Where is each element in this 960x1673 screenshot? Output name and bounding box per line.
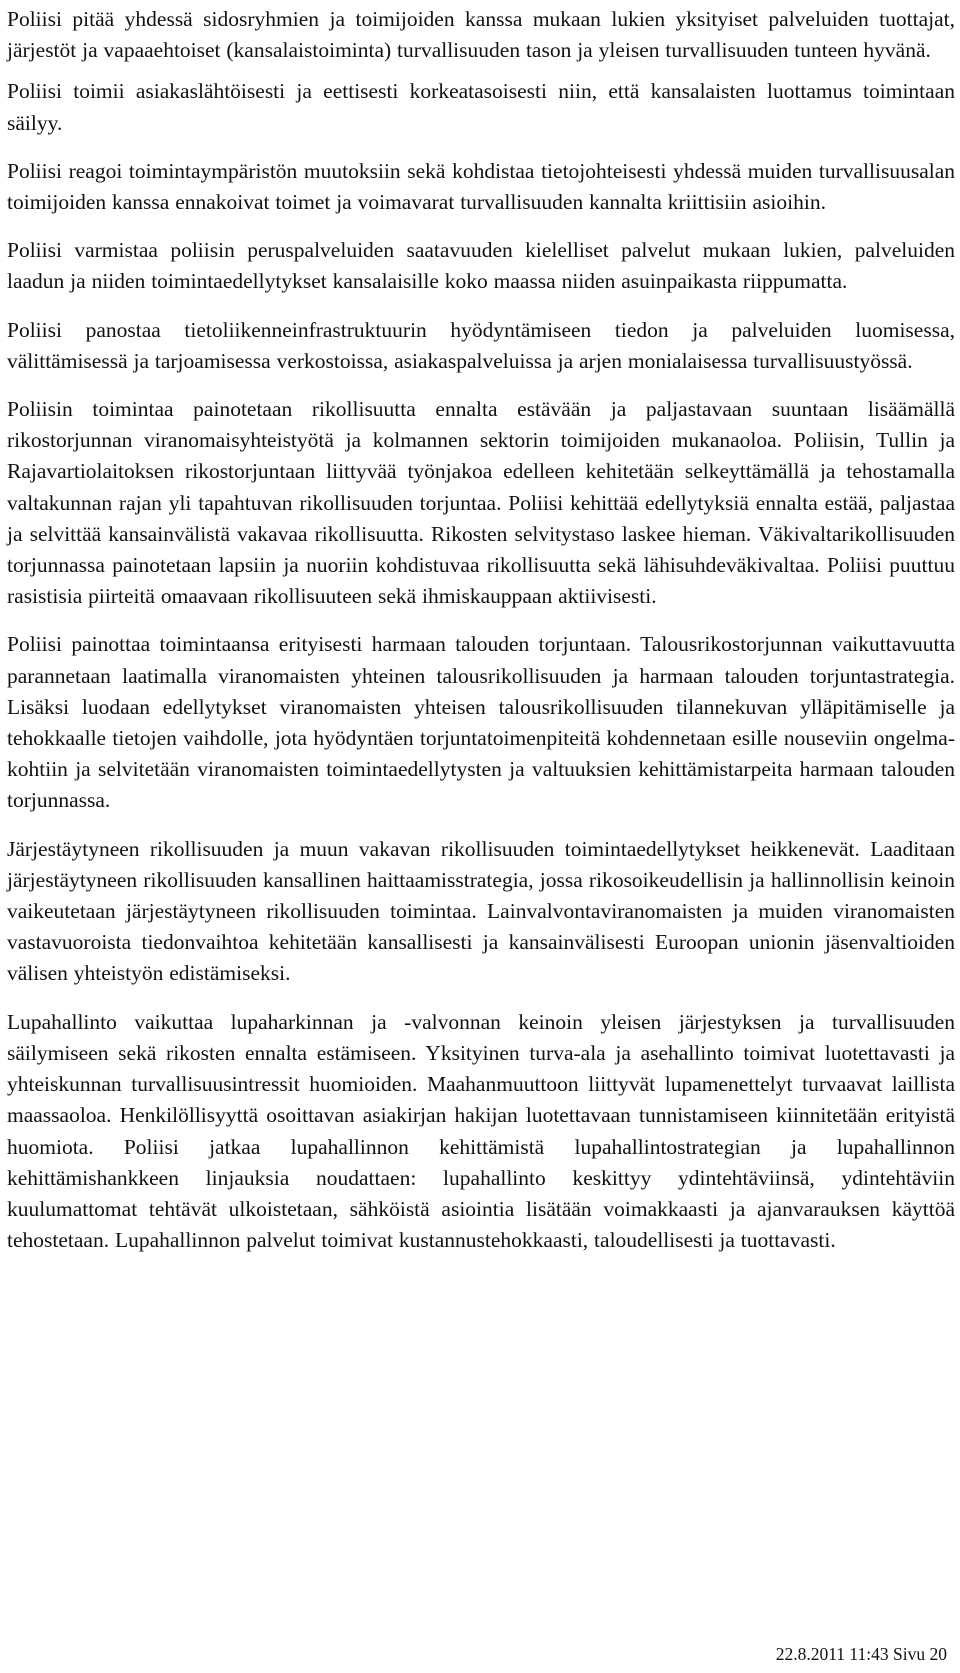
paragraph: Poliisi painottaa toimintaansa erityisesti harmaan talouden torjuntaan. Talousrikostorjunnan vaikuttavuutta parannetaan laatimalla viranomaisten yhteinen talousrikollisuuden ja harmaan talouden torjuntastrategia. Lisäksi luodaan edellytykset viranomaisten yhteisen talousrikollisuuden tilannekuvan ylläpitämiselle ja tehokkaalle tietojen vaihdolle, jota hyödyntäen torjuntatoimenpiteitä kohdennetaan esille nouseviin ongelmakohtiin ja selvitetään viranomaisten toimintaedellytysten ja valtuuksien kehittämistarpeita harmaan talouden torjunnassa.: [7, 632, 955, 813]
paragraph: Poliisi toimii asiakaslähtöisesti ja eettisesti korkeatasoisesti niin, että kansalaisten luottamus toimintaan säilyy.: [7, 79, 955, 135]
paragraph: Lupahallinto vaikuttaa lupaharkinnan ja -valvonnan keinoin yleisen järjestyksen ja turvallisuuden säilymiseen sekä rikosten ennalta estämiseen. Yksityinen turva-ala ja asehallinto toimivat luotettavasti ja yhteiskunnan turvallisuusintressit huomioiden. Maahanmuuttoon liittyvät lupamenettelyt turvaavat laillista maassaoloa. Henkilöllisyyttä osoittavan asiakirjan hakijan luotettavaan tunnistamiseen kiinnitetään erityistä huomiota. Poliisi jatkaa lupahallinnon kehittämistä lupahallintostrategian ja lupahallinnon kehittämishankkeen linjauksia noudattaen: lupahallinto keskittyy ydintehtäviinsä, ydintehtäviin kuulumattomat tehtävät ulkoistetaan, sähköistä asiointia lisätään voimakkaasti ja ajanvarauksen käyttöä tehostetaan. Lupahallinnon palvelut toimivat kustannustehokkaasti, taloudellisesti ja tuottavasti.: [7, 1009, 955, 1253]
paragraph: Poliisi panostaa tietoliikenneinfrastruktuurin hyödyntämiseen tiedon ja palveluiden luomisessa, välittämisessä ja tarjoamisessa verkostoissa, asiakaspalveluissa ja arjen monialaisessa turvallisuustyössä.: [7, 317, 955, 373]
paragraph: Poliisin toimintaa painotetaan rikollisuutta ennalta estävään ja paljastavaan suuntaan lisäämällä rikostorjunnan viranomaisyhteistyötä ja kolmannen sektorin toimijoiden mukanaoloa. Poliisin, Tullin ja Rajavartiolaitoksen rikostorjuntaan liittyvää työnjakoa edelleen kehitetään selkeyttämällä ja tehostamalla valtakunnan rajan yli tapahtuvan rikollisuuden torjuntaa. Poliisi kehittää edellytyksiä ennalta estää, paljastaa ja selvittää kansainvälistä vakavaa rikollisuutta. Rikosten selvitystaso laskee hieman. Väkivaltarikollisuuden torjunnassa painotetaan lapsiin ja nuoriin kohdistuvaa rikollisuutta sekä lähisuhdeväkivaltaa. Poliisi puuttuu rasistisia piirteitä omaavaan rikollisuuteen sekä ihmiskauppaan aktiivisesti.: [7, 397, 955, 609]
document-page: [7, 0, 955, 1673]
body-text: [7, 4, 955, 1273]
paragraph: Poliisi pitää yhdessä sidosryhmien ja toimijoiden kanssa mukaan lukien yksityiset palveluiden tuottajat, järjestöt ja vapaaehtoiset (kansalaistoiminta) turvallisuuden tason ja yleisen turvallisuuden tunteen hyvänä.: [7, 7, 955, 63]
paragraph: Poliisi reagoi toimintaympäristön muutoksiin sekä kohdistaa tietojohteisesti yhdessä muiden turvallisuusalan toimijoiden kanssa ennakoivat toimet ja voimavarat turvallisuuden kannalta kriittisiin asioihin.: [7, 158, 955, 215]
paragraph: Poliisi varmistaa poliisin peruspalveluiden saatavuuden kielelliset palvelut mukaan lukien, palveluiden laadun ja niiden toimintaedellytykset kansalaisille koko maassa niiden asuinpaikasta riippumatta.: [7, 238, 955, 294]
page-footer: 22.8.2011 11:43 Sivu 20: [775, 1644, 947, 1664]
paragraph: Järjestäytyneen rikollisuuden ja muun vakavan rikollisuuden toimintaedellytykset heikkenevät. Laaditaan järjestäytyneen rikollisuuden kansallinen haittaamisstrategia, jossa rikosoikeudellisin ja hallinnollisin keinoin vaikeutetaan järjestäytyneen rikollisuuden toimintaa. Lainvalvontaviranomaisten ja muiden viranomaisten vastavuoroista tiedonvaihtoa kehitetään kansallisesti ja kansainvälisesti Euroopan unionin jäsenvaltioiden välisen yhteistyön edistämiseksi.: [7, 836, 955, 986]
